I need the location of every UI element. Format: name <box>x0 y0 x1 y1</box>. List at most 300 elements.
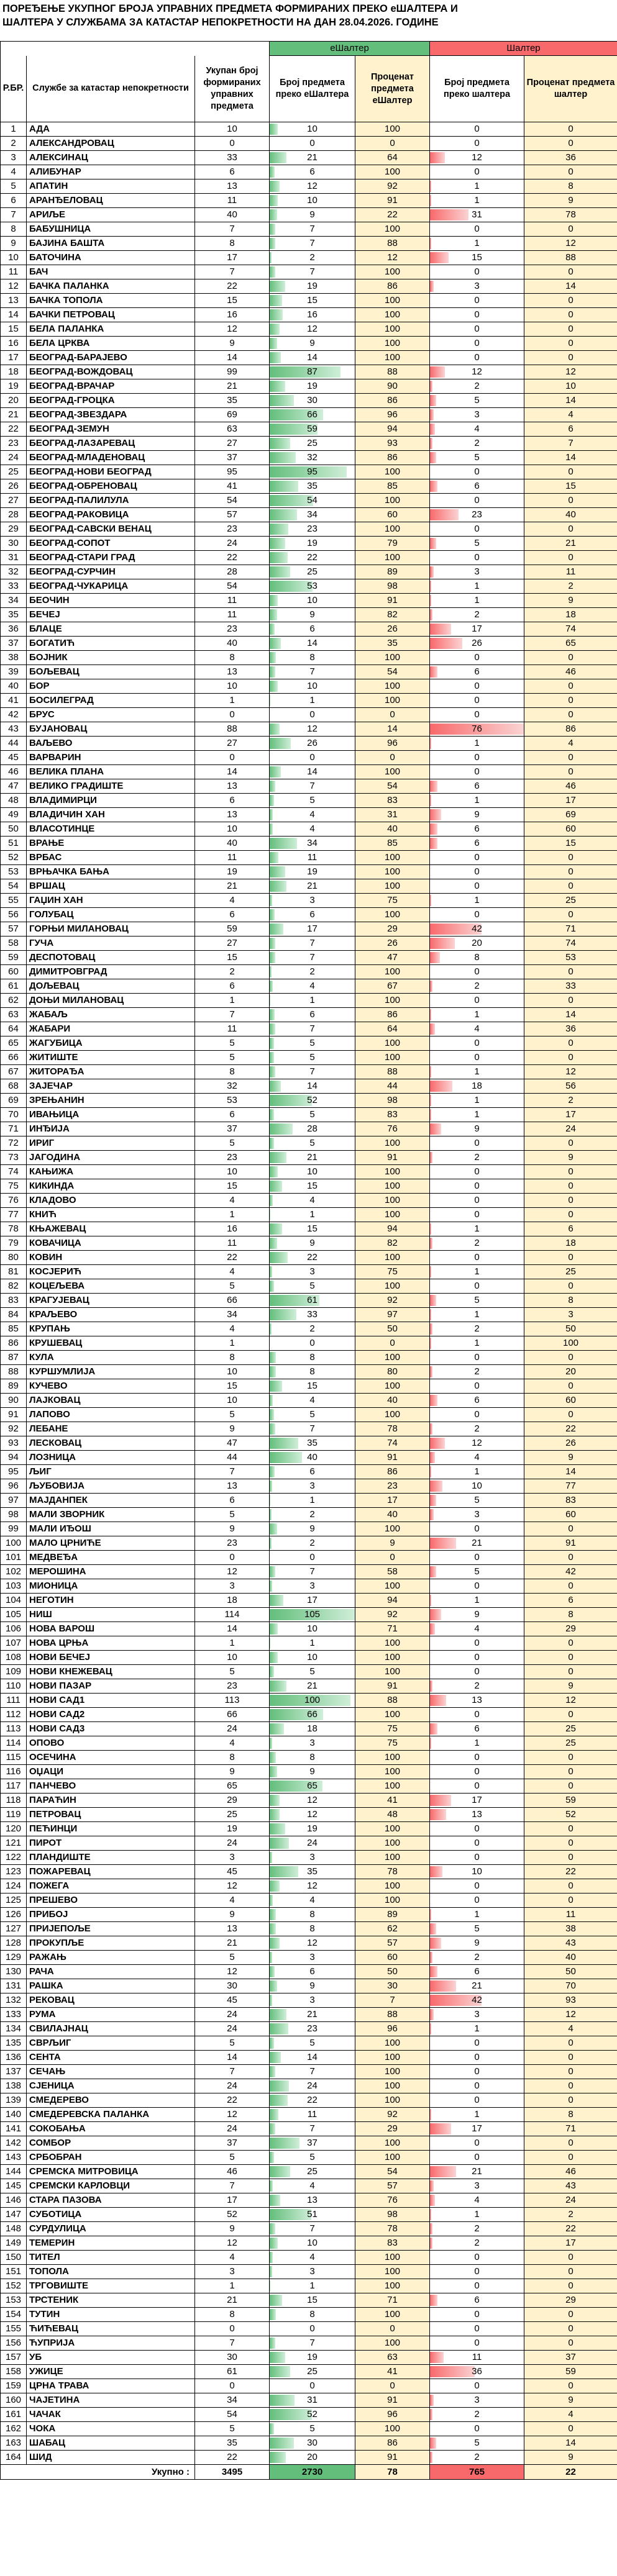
eshalter-databar <box>270 509 297 520</box>
shalter-count <box>430 722 524 737</box>
shalter-count-value: 0 <box>474 1181 480 1191</box>
total-count: 35 <box>195 2436 270 2451</box>
shalter-percent: 3 <box>524 1308 617 1322</box>
office-name: ПАНЧЕВО <box>27 1779 195 1794</box>
eshalter-percent: 100 <box>355 1651 430 1665</box>
shalter-count-value: 0 <box>474 1352 480 1363</box>
eshalter-databar <box>270 381 285 392</box>
shalter-count <box>430 237 524 251</box>
eshalter-percent: 100 <box>355 165 430 179</box>
eshalter-count-value: 22 <box>307 2095 318 2105</box>
eshalter-count-value: 14 <box>307 352 318 363</box>
report-title <box>0 0 617 41</box>
eshalter-databar <box>270 1566 275 1577</box>
shalter-count <box>430 708 524 722</box>
shalter-percent: 0 <box>524 851 617 865</box>
table-row <box>1 222 617 237</box>
eshalter-databar <box>270 2309 276 2320</box>
office-name: БЕОГРАД-СОПОТ <box>27 537 195 551</box>
shalter-percent: 0 <box>524 751 617 765</box>
eshalter-percent: 98 <box>355 579 430 594</box>
shalter-count-value: 15 <box>472 252 482 263</box>
total-count: 21 <box>195 1936 270 1951</box>
shalter-percent: 0 <box>524 1136 617 1151</box>
table-row <box>1 308 617 322</box>
row-number: 138 <box>1 2079 27 2093</box>
row-number: 71 <box>1 1122 27 1136</box>
eshalter-count-value: 0 <box>309 2323 315 2334</box>
shalter-count <box>430 322 524 337</box>
total-count: 12 <box>195 1965 270 1979</box>
shalter-count <box>430 2065 524 2079</box>
eshalter-databar <box>270 624 275 635</box>
total-count: 0 <box>195 708 270 722</box>
shalter-count-value: 9 <box>474 1123 480 1134</box>
shalter-count-value: 1 <box>474 1223 480 1234</box>
eshalter-count-value: 32 <box>307 452 318 463</box>
eshalter-databar <box>270 1181 282 1192</box>
office-name: ТРСТЕНИК <box>27 2293 195 2308</box>
table-row <box>1 1322 617 1336</box>
eshalter-count <box>270 2422 355 2436</box>
eshalter-databar <box>270 2166 290 2177</box>
table-row <box>1 1065 617 1079</box>
row-number: 41 <box>1 694 27 708</box>
eshalter-databar <box>270 1752 276 1763</box>
eshalter-databar <box>270 1538 272 1549</box>
shalter-percent: 0 <box>524 2136 617 2151</box>
eshalter-percent: 100 <box>355 879 430 894</box>
eshalter-count <box>270 1922 355 1936</box>
shalter-databar <box>430 424 435 435</box>
group-eshalter: еШалтер <box>270 42 430 56</box>
shalter-percent: 2 <box>524 579 617 594</box>
eshalter-percent: 30 <box>355 1979 430 1993</box>
shalter-count <box>430 2336 524 2351</box>
office-name: АРИЉЕ <box>27 208 195 222</box>
shalter-percent: 25 <box>524 1265 617 1279</box>
table-row <box>1 2451 617 2465</box>
shalter-count <box>430 1993 524 2008</box>
eshalter-count <box>270 2393 355 2408</box>
eshalter-percent: 86 <box>355 1465 430 1479</box>
column-header-row <box>1 56 617 122</box>
total-count: 9 <box>195 1422 270 1436</box>
eshalter-percent: 9 <box>355 1536 430 1551</box>
shalter-count-value: 0 <box>474 1766 480 1777</box>
table-row <box>1 1222 617 1236</box>
shalter-count-value: 0 <box>474 1552 480 1562</box>
shalter-count-value: 0 <box>474 1709 480 1720</box>
shalter-count <box>430 308 524 322</box>
shalter-count <box>430 1908 524 1922</box>
eshalter-count <box>270 2336 355 2351</box>
office-name: КРАЉЕВО <box>27 1308 195 1322</box>
office-name: СВИЛАЈНАЦ <box>27 2022 195 2036</box>
eshalter-count <box>270 2179 355 2193</box>
table-row <box>1 2108 617 2122</box>
shalter-count-value: 18 <box>472 1081 482 1091</box>
office-name: СУБОТИЦА <box>27 2208 195 2222</box>
row-number: 59 <box>1 951 27 965</box>
eshalter-count <box>270 737 355 751</box>
table-row <box>1 151 617 165</box>
shalter-databar <box>430 1223 431 1235</box>
row-number: 28 <box>1 508 27 522</box>
eshalter-percent: 35 <box>355 637 430 651</box>
eshalter-databar <box>270 195 278 206</box>
total-count: 13 <box>195 1922 270 1936</box>
office-name: ГОЛУБАЦ <box>27 908 195 922</box>
total-count: 11 <box>195 194 270 208</box>
eshalter-count-value: 10 <box>307 595 318 605</box>
eshalter-percent: 100 <box>355 1194 430 1208</box>
eshalter-count <box>270 551 355 565</box>
eshalter-count-value: 52 <box>307 1095 318 1105</box>
shalter-databar <box>430 452 436 463</box>
eshalter-percent: 17 <box>355 1494 430 1508</box>
eshalter-count-value: 18 <box>307 1723 318 1734</box>
office-name: МАЛО ЦРНИЋЕ <box>27 1536 195 1551</box>
shalter-databar <box>430 624 451 635</box>
shalter-databar <box>430 1009 431 1020</box>
total-count: 8 <box>195 237 270 251</box>
office-name: МАЛИ ЗВОРНИК <box>27 1508 195 1522</box>
shalter-percent: 29 <box>524 1622 617 1636</box>
shalter-percent: 60 <box>524 822 617 837</box>
eshalter-count-value: 4 <box>309 2252 315 2262</box>
office-name: АЛИБУНАР <box>27 165 195 179</box>
eshalter-count-value: 19 <box>307 866 318 877</box>
eshalter-count-value: 8 <box>309 1366 315 1377</box>
eshalter-databar <box>270 266 275 278</box>
table-row <box>1 822 617 837</box>
eshalter-percent: 93 <box>355 437 430 451</box>
eshalter-count <box>270 1494 355 1508</box>
total-count: 24 <box>195 2079 270 2093</box>
office-name: ЖАГУБИЦА <box>27 1036 195 1051</box>
eshalter-count-value: 21 <box>307 2009 318 2020</box>
report-table <box>0 41 617 2480</box>
office-name: СМЕДЕРЕВО <box>27 2093 195 2108</box>
eshalter-percent: 50 <box>355 1965 430 1979</box>
eshalter-percent: 100 <box>355 1208 430 1222</box>
row-number: 4 <box>1 165 27 179</box>
shalter-count-value: 2 <box>474 981 480 991</box>
shalter-databar <box>430 1109 431 1120</box>
total-count: 24 <box>195 2122 270 2136</box>
office-name: БРУС <box>27 708 195 722</box>
shalter-percent: 43 <box>524 1936 617 1951</box>
shalter-count-value: 2 <box>474 1952 480 1962</box>
shalter-databar <box>430 2009 434 2020</box>
eshalter-databar <box>270 1738 272 1749</box>
eshalter-count <box>270 294 355 308</box>
eshalter-count <box>270 1822 355 1836</box>
table-row <box>1 479 617 494</box>
office-name: БЕЧЕЈ <box>27 608 195 622</box>
shalter-count <box>430 1708 524 1722</box>
eshalter-count-value: 7 <box>309 2066 315 2077</box>
eshalter-databar <box>270 2123 275 2134</box>
total-count: 41 <box>195 479 270 494</box>
row-number: 150 <box>1 2251 27 2265</box>
shalter-count-value: 0 <box>474 2080 480 2091</box>
eshalter-databar <box>270 2438 294 2449</box>
shalter-count <box>430 1279 524 1294</box>
shalter-count <box>430 1679 524 1694</box>
row-number: 70 <box>1 1108 27 1122</box>
row-number: 111 <box>1 1694 27 1708</box>
table-row <box>1 1508 617 1522</box>
eshalter-count-value: 7 <box>309 266 315 277</box>
shalter-percent: 6 <box>524 1594 617 1608</box>
shalter-percent: 15 <box>524 479 617 494</box>
total-count: 99 <box>195 365 270 379</box>
row-number: 32 <box>1 565 27 579</box>
eshalter-percent: 0 <box>355 708 430 722</box>
total-count: 9 <box>195 1765 270 1779</box>
office-name: НОВИ БЕЧЕЈ <box>27 1651 195 1665</box>
eshalter-count <box>270 665 355 679</box>
office-name: ГАЏИН ХАН <box>27 894 195 908</box>
shalter-count <box>430 608 524 622</box>
table-row <box>1 1665 617 1679</box>
shalter-count-value: 0 <box>474 1895 480 1905</box>
shalter-count-value: 13 <box>472 1809 482 1820</box>
eshalter-databar <box>270 1409 274 1420</box>
shalter-percent: 9 <box>524 1679 617 1694</box>
table-row <box>1 1436 617 1451</box>
office-name: ЉУБОВИЈА <box>27 1479 195 1494</box>
eshalter-count <box>270 651 355 665</box>
row-number: 144 <box>1 2165 27 2179</box>
eshalter-percent: 100 <box>355 1636 430 1651</box>
shalter-count-value: 0 <box>474 1252 480 1263</box>
row-number: 153 <box>1 2293 27 2308</box>
eshalter-percent: 62 <box>355 1922 430 1936</box>
eshalter-percent: 91 <box>355 194 430 208</box>
eshalter-percent: 22 <box>355 208 430 222</box>
eshalter-percent: 29 <box>355 922 430 937</box>
table-row <box>1 537 617 551</box>
row-number: 134 <box>1 2022 27 2036</box>
shalter-count-value: 1 <box>474 581 480 591</box>
eshalter-count-value: 17 <box>307 923 318 934</box>
shalter-count <box>430 1222 524 1236</box>
row-number: 105 <box>1 1608 27 1622</box>
office-name: БЕОЧИН <box>27 594 195 608</box>
eshalter-count <box>270 408 355 422</box>
shalter-databar <box>430 252 449 263</box>
total-count: 23 <box>195 1151 270 1165</box>
table-row <box>1 937 617 951</box>
eshalter-count-value: 22 <box>307 1252 318 1263</box>
eshalter-count <box>270 1136 355 1151</box>
shalter-percent: 11 <box>524 1908 617 1922</box>
eshalter-percent: 100 <box>355 1751 430 1765</box>
office-name: БЕОГРАД-ПАЛИЛУЛА <box>27 494 195 508</box>
total-count: 27 <box>195 437 270 451</box>
shalter-percent: 0 <box>524 1208 617 1222</box>
shalter-count <box>430 2393 524 2408</box>
eshalter-count <box>270 1879 355 1893</box>
eshalter-databar <box>270 2366 290 2377</box>
table-row <box>1 1765 617 1779</box>
shalter-count-value: 6 <box>474 481 480 491</box>
shalter-count-value: 2 <box>474 438 480 448</box>
eshalter-percent: 96 <box>355 2408 430 2422</box>
shalter-databar <box>430 1466 431 1477</box>
total-count: 45 <box>195 1865 270 1879</box>
eshalter-count <box>270 1479 355 1494</box>
table-row <box>1 379 617 394</box>
shalter-percent: 60 <box>524 1508 617 1522</box>
row-number: 100 <box>1 1536 27 1551</box>
row-number: 156 <box>1 2336 27 2351</box>
eshalter-count-value: 19 <box>307 538 318 548</box>
office-name: КРАГУЈЕВАЦ <box>27 1294 195 1308</box>
table-row <box>1 2436 617 2451</box>
shalter-count-value: 1 <box>474 895 480 905</box>
eshalter-count <box>270 1279 355 1294</box>
eshalter-count <box>270 722 355 737</box>
eshalter-count-value: 7 <box>309 938 315 948</box>
eshalter-percent: 48 <box>355 1808 430 1822</box>
eshalter-percent: 57 <box>355 1936 430 1951</box>
shalter-databar <box>430 2366 475 2377</box>
shalter-percent: 0 <box>524 522 617 537</box>
eshalter-count-value: 0 <box>309 138 315 148</box>
eshalter-percent: 60 <box>355 508 430 522</box>
total-count: 6 <box>195 1494 270 1508</box>
total-count: 113 <box>195 1694 270 1708</box>
row-number: 62 <box>1 994 27 1008</box>
eshalter-count-value: 19 <box>307 281 318 291</box>
shalter-databar <box>430 981 432 992</box>
eshalter-count-value: 4 <box>309 809 315 820</box>
shalter-count-value: 0 <box>474 1166 480 1177</box>
shalter-count-value: 5 <box>474 452 480 463</box>
eshalter-count <box>270 1251 355 1265</box>
row-number: 45 <box>1 751 27 765</box>
shalter-percent: 40 <box>524 508 617 522</box>
shalter-databar <box>430 509 459 520</box>
eshalter-percent: 100 <box>355 294 430 308</box>
eshalter-percent: 100 <box>355 2151 430 2165</box>
total-count: 5 <box>195 1279 270 1294</box>
eshalter-percent: 75 <box>355 1722 430 1736</box>
eshalter-count <box>270 2279 355 2293</box>
shalter-percent: 36 <box>524 1022 617 1036</box>
eshalter-percent: 63 <box>355 2351 430 2365</box>
shalter-count-value: 36 <box>472 2366 482 2377</box>
shalter-percent: 0 <box>524 1251 617 1265</box>
total-count: 1 <box>195 694 270 708</box>
eshalter-count-value: 6 <box>309 624 315 634</box>
total-count: 10 <box>195 122 270 137</box>
col-e-count-header: Број предмета преко еШалтера <box>270 56 355 122</box>
shalter-count <box>430 1893 524 1908</box>
row-number: 77 <box>1 1208 27 1222</box>
office-name: ЧАЧАК <box>27 2408 195 2422</box>
shalter-percent: 9 <box>524 1451 617 1465</box>
table-row <box>1 1736 617 1751</box>
row-number: 66 <box>1 1051 27 1065</box>
row-number: 3 <box>1 151 27 165</box>
shalter-count <box>430 1251 524 1265</box>
shalter-count-value: 1 <box>474 1738 480 1748</box>
total-count: 1 <box>195 1336 270 1351</box>
eshalter-databar <box>270 2338 275 2349</box>
shalter-percent: 0 <box>524 965 617 979</box>
shalter-count <box>430 1594 524 1608</box>
shalter-count-value: 2 <box>474 1238 480 1248</box>
eshalter-databar <box>270 738 291 749</box>
eshalter-percent: 88 <box>355 365 430 379</box>
shalter-percent: 46 <box>524 665 617 679</box>
shalter-count-value: 0 <box>474 524 480 534</box>
shalter-count <box>430 2279 524 2293</box>
shalter-percent: 0 <box>524 2251 617 2265</box>
shalter-count <box>430 879 524 894</box>
eshalter-count <box>270 379 355 394</box>
shalter-percent: 38 <box>524 1922 617 1936</box>
office-name: ШАБАЦ <box>27 2436 195 2451</box>
table-row <box>1 965 617 979</box>
eshalter-databar <box>270 1623 278 1635</box>
office-name: КУЛА <box>27 1351 195 1365</box>
eshalter-databar <box>270 2080 289 2092</box>
eshalter-databar <box>270 1252 288 1263</box>
shalter-count-value: 10 <box>472 1866 482 1877</box>
eshalter-percent: 92 <box>355 2108 430 2122</box>
eshalter-count <box>270 2208 355 2222</box>
shalter-count-value: 1 <box>474 1909 480 1920</box>
shalter-count-value: 3 <box>474 2180 480 2191</box>
eshalter-count-value: 12 <box>307 1938 318 1948</box>
eshalter-count <box>270 2379 355 2393</box>
table-row <box>1 2251 617 2265</box>
office-name: ВРЊАЧКА БАЊА <box>27 865 195 879</box>
shalter-percent: 4 <box>524 737 617 751</box>
eshalter-databar <box>270 2209 311 2220</box>
shalter-percent: 42 <box>524 1565 617 1579</box>
col-name-header: Службе за катастар непокретности <box>27 56 195 122</box>
eshalter-count <box>270 322 355 337</box>
shalter-databar <box>430 2180 434 2192</box>
eshalter-databar <box>270 2038 274 2049</box>
eshalter-percent: 100 <box>355 337 430 351</box>
eshalter-percent: 50 <box>355 1322 430 1336</box>
eshalter-count-value: 14 <box>307 1081 318 1091</box>
shalter-databar <box>430 1723 437 1735</box>
shalter-count-value: 0 <box>474 1038 480 1048</box>
shalter-percent: 88 <box>524 251 617 265</box>
office-name: ПИРОТ <box>27 1836 195 1851</box>
table-row <box>1 1794 617 1808</box>
eshalter-databar <box>270 652 276 663</box>
shalter-count <box>430 494 524 508</box>
shalter-percent: 0 <box>524 265 617 279</box>
shalter-count <box>430 1136 524 1151</box>
eshalter-databar <box>270 552 288 563</box>
row-number: 125 <box>1 1893 27 1908</box>
eshalter-count-value: 9 <box>309 1766 315 1777</box>
shalter-count-value: 0 <box>474 309 480 320</box>
office-name: ПЕЋИНЦИ <box>27 1822 195 1836</box>
total-count: 10 <box>195 822 270 837</box>
